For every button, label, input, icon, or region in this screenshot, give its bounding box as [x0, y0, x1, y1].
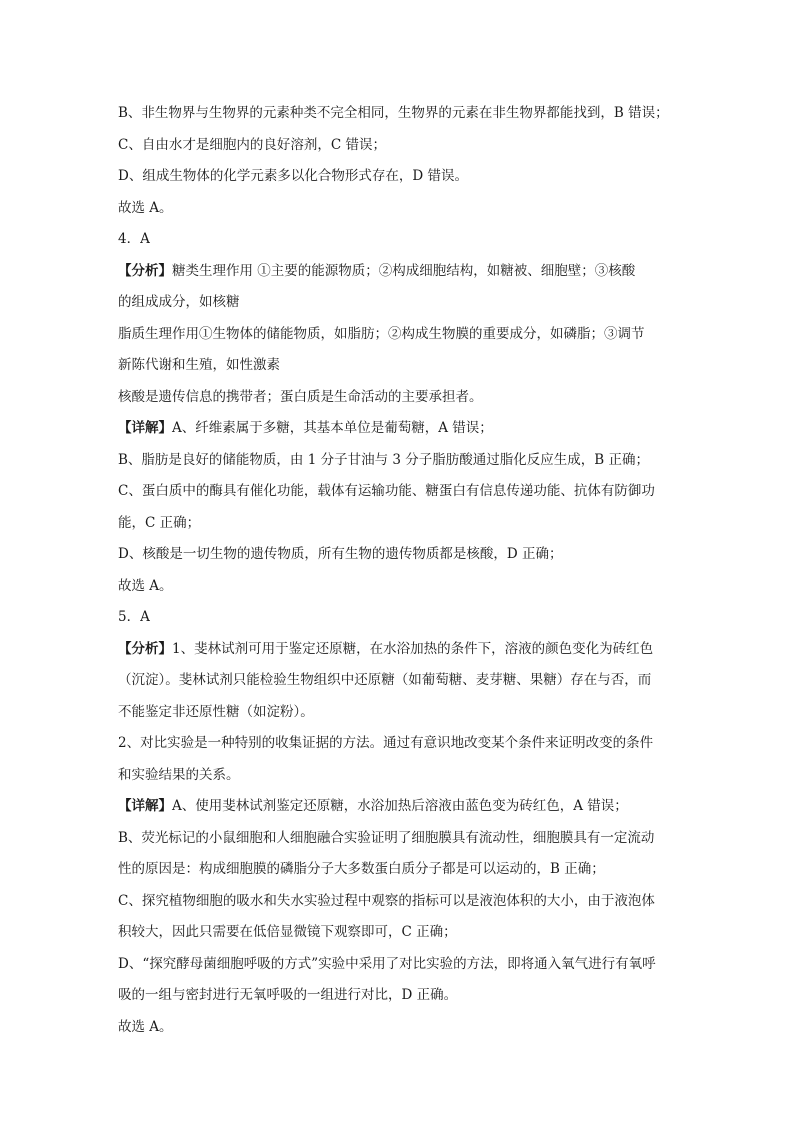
text-line — [118, 980, 678, 1012]
text-line — [118, 193, 678, 225]
text-line — [118, 854, 678, 886]
text-line — [118, 949, 678, 981]
question-number — [118, 602, 678, 634]
text-line — [118, 634, 678, 666]
question-number — [118, 224, 678, 256]
line-text: 5．A — [118, 609, 150, 625]
line-text: 2、对比实验是一种特别的收集证据的方法。通过有意识地改变某个条件来证明改变的条件 — [118, 735, 654, 751]
section-tag: 【详解】 — [118, 420, 172, 436]
text-line — [118, 476, 678, 508]
text-line — [118, 508, 678, 540]
text-line — [118, 130, 678, 162]
line-text: 不能鉴定非还原性糖（如淀粉）。 — [118, 703, 314, 720]
text-line — [118, 1012, 678, 1044]
text-line — [118, 413, 678, 445]
line-text: B、非生物界与生物界的元素种类不完全相同，生物界的元素在非生物界都能找到，B 错误； — [118, 105, 669, 121]
line-text: D、组成生物体的化学元素多以化合物形式存在，D 错误。 — [118, 168, 468, 184]
line-text: 故选 A。 — [118, 199, 173, 216]
line-text: C、自由水才是细胞内的良好溶剂，C 错误； — [118, 136, 386, 153]
line-text: A、使用斐林试剂鉴定还原糖，水浴加热后溶液由蓝色变为砖红色，A 错误； — [172, 798, 628, 814]
text-line — [118, 823, 678, 855]
text-line — [118, 728, 678, 760]
text-line — [118, 161, 678, 193]
text-line — [118, 382, 678, 414]
line-text: 故选 A。 — [118, 1018, 173, 1035]
text-line — [118, 256, 678, 288]
line-text: 吸的一组与密封进行无氧呼吸的一组进行对比，D 正确。 — [118, 987, 458, 1003]
line-text: B、荧光标记的小鼠细胞和人细胞融合实验证明了细胞膜具有流动性，细胞膜具有一定流动 — [118, 829, 655, 846]
line-text: 4．A — [118, 231, 150, 247]
line-text: 积较大，因此只需要在低倍显微镜下观察即可，C 正确； — [118, 924, 457, 940]
line-text: 的组成成分，如核糖 — [118, 294, 240, 310]
section-tag: 【分析】 — [118, 640, 172, 657]
text-line — [118, 917, 678, 949]
text-line — [118, 571, 678, 603]
section-tag: 【分析】 — [118, 262, 172, 279]
line-text: A、纤维素属于多糖，其基本单位是葡萄糖，A 错误； — [172, 420, 493, 436]
text-line — [118, 791, 678, 823]
line-text: 能，C 正确； — [118, 514, 201, 531]
line-text: C、蛋白质中的酶具有催化功能，载体有运输功能、糖蛋白有信息传递功能、抗体有防御功 — [118, 483, 655, 499]
line-text: 糖类生理作用 ①主要的能源物质；②构成细胞结构，如糖被、细胞壁；③核酸 — [172, 262, 636, 279]
text-line — [118, 665, 678, 697]
document-page — [118, 98, 678, 1043]
line-text: B、脂肪是良好的储能物质，由 1 分子甘油与 3 分子脂肪酸通过脂化反应生成，B 正确； — [118, 451, 649, 468]
line-text: 和实验结果的关系。 — [118, 766, 240, 783]
text-line — [118, 760, 678, 792]
line-text: （沉淀）。斐林试剂只能检验生物组织中还原糖（如葡萄糖、麦芽糖、果糖）存在与否，而 — [118, 672, 652, 688]
line-text: 脂质生理作用①生物体的储能物质，如脂肪；②构成生物膜的重要成分，如磷脂；③调节 — [118, 325, 645, 342]
line-text: 性的原因是：构成细胞膜的磷脂分子大多数蛋白质分子都是可以运动的，B 正确； — [118, 861, 605, 877]
line-text: 故选 A。 — [118, 577, 173, 594]
text-line — [118, 287, 678, 319]
section-tag: 【详解】 — [118, 798, 172, 814]
line-text: 1、斐林试剂可用于鉴定还原糖，在水浴加热的条件下，溶液的颜色变化为砖红色 — [172, 640, 654, 657]
text-line — [118, 445, 678, 477]
line-text: D、“探究酵母菌细胞呼吸的方式”实验中采用了对比实验的方法，即将通入氧气进行有氧呼 — [118, 955, 656, 972]
text-line — [118, 539, 678, 571]
line-text: 核酸是遗传信息的携带者；蛋白质是生命活动的主要承担者。 — [118, 388, 483, 405]
text-line — [118, 350, 678, 382]
text-line — [118, 98, 678, 130]
text-line — [118, 886, 678, 918]
line-text: C、探究植物细胞的吸水和失水实验过程中观察的指标可以是液泡体积的大小，由于液泡体 — [118, 892, 655, 909]
line-text: D、核酸是一切生物的遗传物质，所有生物的遗传物质都是核酸，D 正确； — [118, 546, 563, 562]
text-line — [118, 697, 678, 729]
text-line — [118, 319, 678, 351]
line-text: 新陈代谢和生殖，如性激素 — [118, 357, 280, 373]
